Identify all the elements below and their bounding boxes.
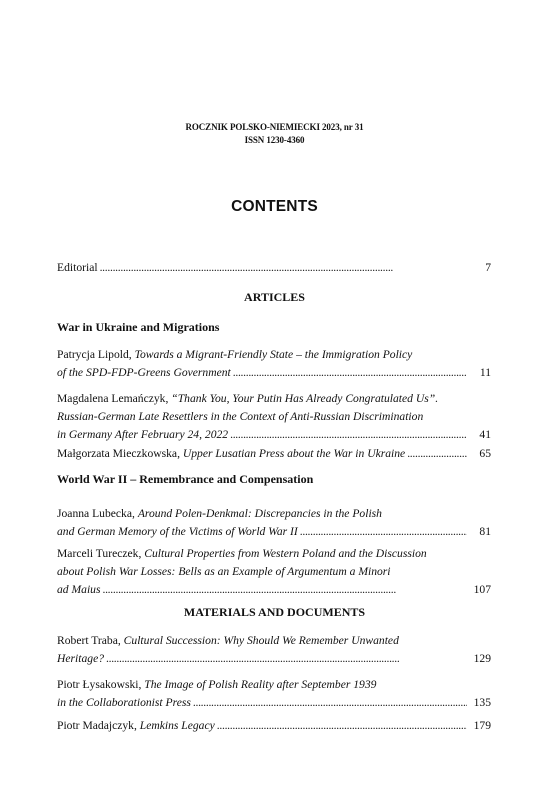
- page-number: 129: [473, 652, 491, 665]
- dot-leader: [300, 523, 467, 541]
- dot-leader: [193, 694, 467, 712]
- entry-author: Małgorzata Mieczkowska,: [57, 447, 183, 460]
- entry-title-line: in Germany After February 24, 2022: [57, 428, 229, 441]
- entry-title-line: Cultural Succession: Why Should We Remember Unwanted: [123, 634, 399, 647]
- entry-title-line: Cultural Properties from Western Poland and the Discussion: [144, 547, 427, 560]
- page-number: 107: [473, 583, 491, 596]
- toc-entry: [57, 505, 491, 541]
- toc-entry: [57, 632, 491, 668]
- dot-leader: [407, 445, 467, 463]
- entry-title-line: in the Collaborationist Press: [57, 696, 191, 709]
- entry-title-line: The Image of Polish Reality after September 1939: [144, 678, 377, 691]
- page-number: 11: [479, 366, 491, 379]
- toc-entry: [57, 545, 491, 599]
- toc-entry: [57, 390, 491, 444]
- journal-header: ROCZNIK POLSKO-NIEMIECKI 2023, nr 31: [185, 122, 364, 132]
- page-title: CONTENTS: [231, 198, 318, 215]
- section-heading-materials: MATERIALS AND DOCUMENTS: [183, 605, 366, 619]
- entry-author: Joanna Lubecka,: [57, 507, 138, 520]
- entry-title-line: ad Maius: [57, 583, 101, 596]
- page-number: 135: [473, 696, 491, 709]
- entry-title-line: Upper Lusatian Press about the War in Ukraine: [182, 447, 406, 460]
- toc-entry: [57, 717, 491, 735]
- dot-leader: [106, 650, 467, 668]
- dot-leader: [217, 717, 467, 735]
- toc-entry: [57, 445, 491, 463]
- subsection-heading-war-ukraine: War in Ukraine and Migrations: [57, 320, 220, 334]
- entry-author: Marceli Tureczek,: [57, 547, 145, 560]
- entry-title-line: Lemkins Legacy: [139, 719, 215, 732]
- entry-title-line: Around Polen-Denkmal: Discrepancies in the Polish: [137, 507, 382, 520]
- page-number: 7: [485, 261, 491, 274]
- entry-title-line: about Polish War Losses: Bells as an Example of Argumentum a Minori: [57, 565, 391, 578]
- entry-title-line: “Thank You, Your Putin Has Already Congratulated Us”.: [171, 392, 439, 405]
- dot-leader: [230, 426, 467, 444]
- entry-author: Patrycja Lipold,: [57, 348, 135, 361]
- page-number: 41: [479, 428, 491, 441]
- subsection-heading-ww2: World War II – Remembrance and Compensation: [57, 472, 314, 486]
- entry-title-line: of the SPD-FDP-Greens Government: [57, 366, 231, 379]
- page-number: 81: [479, 525, 491, 538]
- page-number: 179: [473, 719, 491, 732]
- entry-label: Editorial: [57, 261, 98, 274]
- section-heading-articles: ARTICLES: [244, 290, 305, 304]
- entry-author: Piotr Madajczyk,: [57, 719, 140, 732]
- entry-title-line: Russian-German Late Resettlers in the Context of Anti-Russian Discrimination: [57, 410, 424, 423]
- entry-title-line: and German Memory of the Victims of World War II: [57, 525, 298, 538]
- dot-leader: [100, 259, 467, 277]
- dot-leader: [102, 581, 467, 599]
- dot-leader: [233, 364, 467, 382]
- toc-entry-editorial: [57, 259, 491, 277]
- page-number: 65: [479, 447, 491, 460]
- toc-entry: [57, 676, 491, 712]
- entry-author: Piotr Łysakowski,: [57, 678, 145, 691]
- toc-entry: [57, 346, 491, 382]
- entry-author: Robert Traba,: [57, 634, 124, 647]
- entry-title-line: Heritage?: [57, 652, 105, 665]
- entry-author: Magdalena Lemańczyk,: [57, 392, 172, 405]
- issn-line: ISSN 1230-4360: [244, 135, 305, 145]
- entry-title-line: Towards a Migrant-Friendly State – the Immigration Policy: [134, 348, 413, 361]
